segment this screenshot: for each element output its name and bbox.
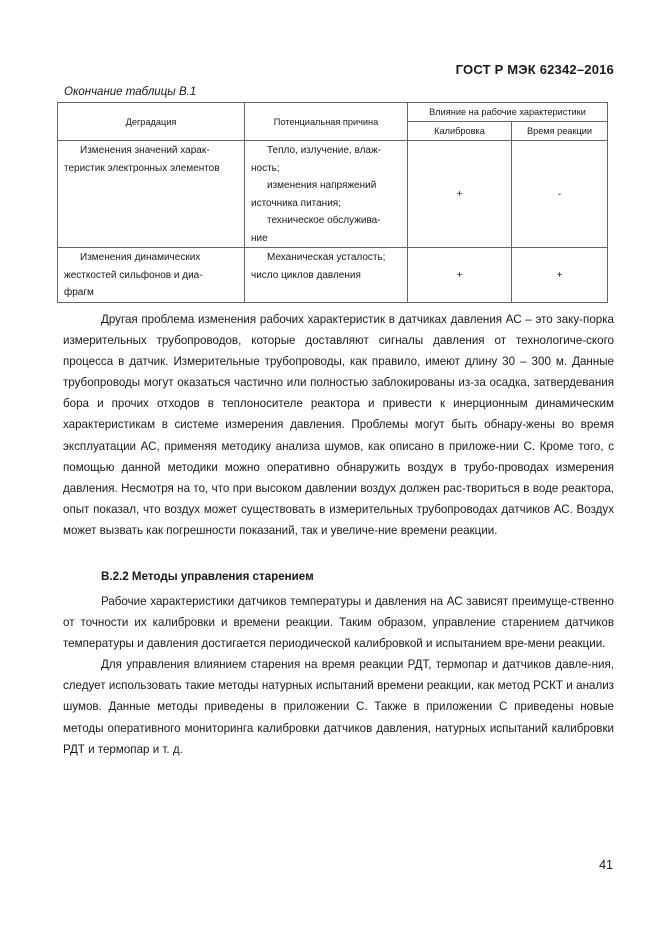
table-row [58,141,608,248]
text-line: теристик электронных элементов [64,162,220,174]
text-line: фрагм [64,287,94,298]
text-line: число циклов давления [251,269,361,281]
cell-calibration: + [408,248,512,303]
text-line: жесткостей сильфонов и диа- [64,269,203,281]
text-line: Тепло, излучение, влаж- [267,145,381,156]
section-body [63,591,614,760]
cell-degradation [58,141,245,248]
body-paragraph: Рабочие характеристики датчиков температуры и давления на АС зависят преимуще-ственно от точности их калибровки и времени реакции. Таким образом, управление старением датчиков температуры и давления достигается периодической калибровкой и испытанием вре-мени реакции. [63,595,614,651]
degradation-table [57,102,608,303]
cell-cause [245,248,408,303]
text-line: техническое обслужива- [267,215,381,226]
text-line: источника питания; [251,197,341,209]
page-number: 41 [599,858,613,872]
text-line: изменения напряжений [267,180,377,191]
header-degradation: Деградация [58,103,245,141]
cell-response-time: + [512,248,608,303]
header-influence: Влияние на рабочие характеристики [408,103,608,122]
table-caption: Окончание таблицы В.1 [64,86,197,98]
body-paragraph: Для управления влиянием старения на время реакции РДТ, термопар и датчиков давле-ния, следует использовать такие методы натурных испытаний времени реакции, как метод РСКТ и анализ шумов. Данные методы приведены в приложении С. Также в приложении С приведены новые методы оперативного мониторинга калибровки датчиков давления, натурных испытаний калибровки РДТ и термопар и т. д. [63,658,614,756]
body-paragraph-block [63,309,614,541]
text-line: Изменения значений харак- [80,145,210,156]
table-row [58,248,608,303]
header-calibration: Калибровка [408,122,512,141]
header-response-time: Время реакции [512,122,608,141]
cell-degradation [58,248,245,303]
text-line: Механическая усталость; [267,252,386,263]
text-line: ние [251,232,268,244]
cell-cause [245,141,408,248]
body-paragraph: Другая проблема изменения рабочих характеристик в датчиках давления АС – это заку-порка измерительных трубопроводов, которые доставляют сигналы давления от технологиче-ского процесса в датчик. Измерительные трубопроводы, как правило, имеют длину 30 – 300 м. Данные трубопроводы могут оказаться частично или полностью заблокированы из-за осадка, затвердевания бора и прочих отходов в теплоносителе реактора и привести к инерционным динамическим характеристикам в системе измерения давления. Проблемы могут быть обнару-жены во время эксплуатации АС, применяя методику анализа шумов, как описано в приложе-нии С. Кроме того, с помощью данной методики можно оперативно обнаружить воздух в трубо-проводах измерения давления. Несмотря на то, что при высоком давлении воздух должен рас-твориться в воде реактора, опыт показал, что воздух может существовать в измерительных трубопроводах датчиков АС. Воздух может вызвать как погрешности показаний, так и увеличе-ние времени реакции. [63,313,614,537]
text-line: ность; [251,162,280,174]
document-header: ГОСТ Р МЭК 62342–2016 [455,62,614,77]
text-line: Изменения динамических [80,252,201,263]
cell-calibration: + [408,141,512,248]
cell-response-time: - [512,141,608,248]
header-cause: Потенциальная причина [245,103,408,141]
section-heading: В.2.2 Методы управления старением [101,570,314,583]
